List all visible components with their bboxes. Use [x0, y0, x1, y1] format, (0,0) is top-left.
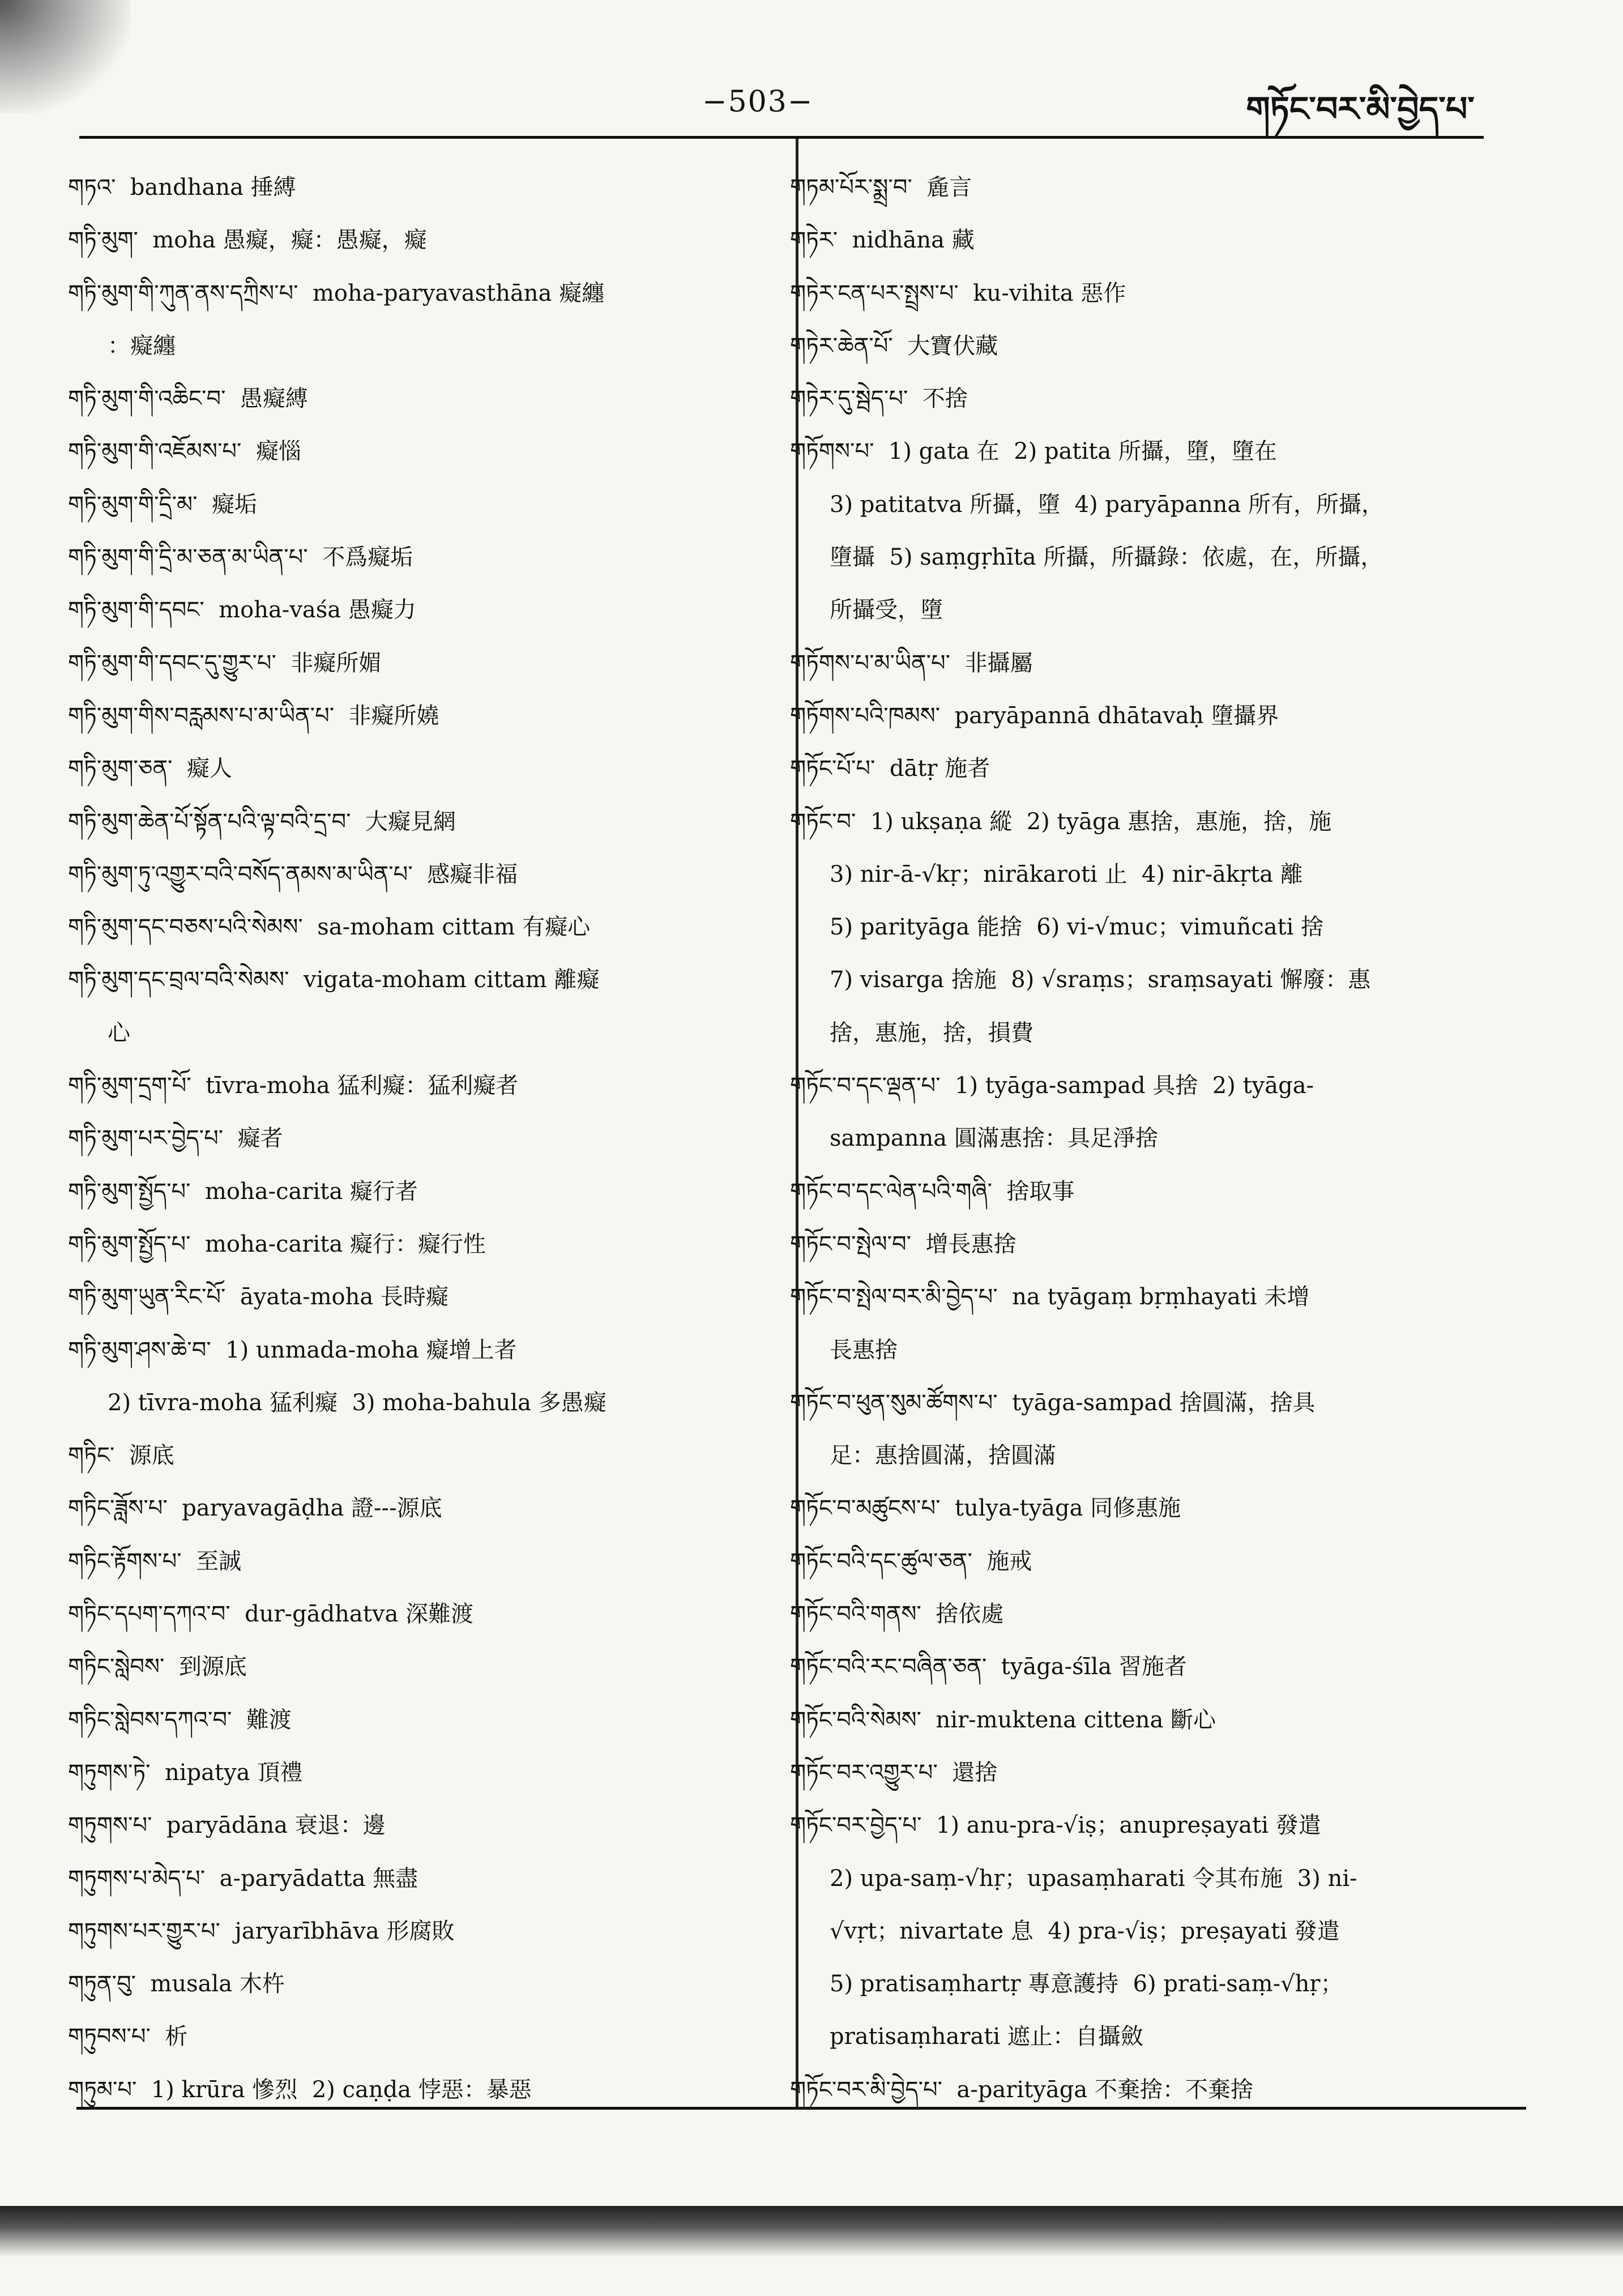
- entry-continuation: 心: [108, 1019, 130, 1046]
- dictionary-entry: གཏིང་སླེབས་དཀའ་བ་ 難渡: [68, 1706, 292, 1733]
- right-column: [790, 161, 1543, 2116]
- dictionary-entry: གཏི་མུག་ཆེན་པོ་སྟོན་པའི་ལྟ་བའི་དྲ་བ་ 大癡見網: [68, 808, 456, 835]
- entry-continuation: 捨，惠施，捨，損費: [830, 1019, 1033, 1046]
- dictionary-entry: གཏི་མུག་གི་ཀུན་ནས་དཀྲིས་པ་ moha-paryavasthāna 癡纏: [68, 280, 605, 306]
- dictionary-entry: གཏོགས་པ་མ་ཡིན་པ་ 非攝屬: [790, 650, 1033, 676]
- running-head: གཏོང་བར་མི་བྱེད་པ་: [1246, 89, 1475, 129]
- dictionary-entry: གཏོང་བའི་སེམས་ nir-muktena cittena 斷心: [790, 1706, 1216, 1733]
- footer-rule: [76, 2107, 1526, 2110]
- dictionary-entry: གཏུགས་པ་མེད་པ་ a-paryādatta 無盡: [68, 1865, 418, 1892]
- dictionary-entry: གཏུགས་པ་ paryādāna 衰退：邊: [68, 1812, 386, 1839]
- entry-continuation: 3) patitatva 所攝，墮 4) paryāpanna 所有，所攝，: [830, 491, 1385, 518]
- dictionary-entry: གཏེར་དུ་སྦེད་པ་ 不捨: [790, 386, 968, 412]
- dictionary-entry: གཏི་མུག་ཏུ་འགྱུར་བའི་བསོད་ནམས་མ་ཡིན་པ་ 感癡非福: [68, 861, 518, 887]
- dictionary-entry: གཏོང་བ་སྤེལ་བར་མི་བྱེད་པ་ na tyāgaṃ bṛṃhayati 未增: [790, 1284, 1310, 1311]
- dictionary-entry: གཏོང་བའི་གནས་ 捨依處: [790, 1601, 1004, 1628]
- dictionary-entry: གཏིང་ 源底: [68, 1443, 174, 1469]
- scan-bottom-shadow: [0, 2206, 1623, 2257]
- dictionary-entry: གཏི་མུག་གི་དྲི་མ་ 癡垢: [68, 491, 257, 518]
- dictionary-entry: གཏིང་རྟོགས་པ་ 至誠: [68, 1548, 242, 1574]
- dictionary-entry: གཏི་མུག་དྲག་པོ་ tīvra-moha 猛利癡：猛利癡者: [68, 1073, 519, 1099]
- dictionary-entry: གཏོང་བ་ 1) ukṣaṇa 縱 2) tyāga 惠捨，惠施，捨，施: [790, 808, 1332, 835]
- entry-continuation: sampanna 圓滿惠捨：具足淨捨: [830, 1125, 1158, 1152]
- scan-corner-shadow: [0, 0, 130, 113]
- dictionary-entry: གཏོང་བར་མི་བྱེད་པ་ a-parityāga 不棄捨：不棄捨: [790, 2076, 1253, 2103]
- entry-continuation: 5) parityāga 能捨 6) vi-√muc；vimuñcati 捨: [830, 914, 1324, 941]
- dictionary-entry: གཏི་མུག་ཡུན་རིང་པོ་ āyata-moha 長時癡: [68, 1284, 449, 1311]
- left-column: [68, 161, 787, 2116]
- dictionary-entry: གཏི་མུག་དང་བྲལ་བའི་སེམས་ vigata-moham cittam 離癡: [68, 967, 600, 993]
- dictionary-entry: གཏི་མུག་གི་འཆིང་བ་ 愚癡縛: [68, 386, 308, 412]
- entry-continuation: 2) tīvra-moha 猛利癡 3) moha-bahula 多愚癡: [108, 1389, 607, 1416]
- dictionary-entry: གཏི་མུག་ moha 愚癡，癡：愚癡，癡: [68, 227, 427, 254]
- dictionary-entry: གཏེར་ nidhāna 藏: [790, 227, 975, 254]
- dictionary-entry: གཏེར་ཆེན་པོ་ 大寶伏藏: [790, 332, 998, 359]
- entry-continuation: 長惠捨: [830, 1337, 898, 1363]
- dictionary-entry: གཏམ་པོར་སྨྲ་བ་ 麁言: [790, 174, 972, 200]
- dictionary-entry: གཏོང་བ་ཕུན་སུམ་ཚོགས་པ་ tyāga-sampad 捨圓滿，捨具: [790, 1389, 1316, 1416]
- entry-continuation: 墮攝 5) saṃgṛhīta 所攝，所攝錄：依處，在，所攝，: [830, 544, 1383, 571]
- dictionary-entry: གཏུན་བུ་ musala 木杵: [68, 1971, 285, 1998]
- dictionary-entry: གཏོང་བར་བྱེད་པ་ 1) anu-pra-√iṣ；anupreṣayati 發遣: [790, 1812, 1321, 1839]
- dictionary-entry: གཏི་མུག་སྤྱོད་པ་ moha-carita 癡行：癡行性: [68, 1231, 486, 1257]
- dictionary-entry: གཏུམ་པ་ 1) krūra 慘烈 2) caṇḍa 悖惡：暴惡: [68, 2076, 532, 2103]
- dictionary-entry: གཏོང་བ་མཚུངས་པ་ tulya-tyāga 同修惠施: [790, 1495, 1181, 1522]
- dictionary-entry: གཏི་མུག་གི་དྲི་མ་ཅན་མ་ཡིན་པ་ 不爲癡垢: [68, 544, 413, 571]
- dictionary-entry: གཏའ་ bandhana 捶縛: [68, 174, 296, 200]
- dictionary-entry: གཏོང་བའི་རང་བཞིན་ཅན་ tyāga-śīla 習施者: [790, 1654, 1187, 1680]
- dictionary-entry: གཏི་མུག་དང་བཅས་པའི་སེམས་ sa-moham cittam 有癡心: [68, 914, 591, 941]
- entry-continuation: 足：惠捨圓滿，捨圓滿: [830, 1443, 1056, 1469]
- dictionary-entry: གཏི་མུག་གིས་བརླམས་པ་མ་ཡིན་པ་ 非癡所嬈: [68, 702, 439, 729]
- page-number: −503−: [702, 85, 814, 119]
- dictionary-entry: གཏོང་བ་སྤེལ་བ་ 增長惠捨: [790, 1231, 1016, 1257]
- entry-continuation: √vṛt；nivartate 息 4) pra-√iṣ；preṣayati 發遣: [830, 1918, 1340, 1944]
- entry-continuation: 3) nir-ā-√kṛ；nirākaroti 止 4) nir-ākṛta 離: [830, 861, 1303, 887]
- dictionary-entry: གཏོགས་པ་ 1) gata 在 2) patita 所攝，墮，墮在: [790, 438, 1277, 465]
- dictionary-entry: གཏི་མུག་ཅན་ 癡人: [68, 756, 232, 782]
- dictionary-entry: གཏོང་པོ་པ་ dātṛ 施者: [790, 756, 990, 782]
- entry-continuation: 所攝受，墮: [830, 597, 943, 624]
- dictionary-entry: གཏོང་བ་དང་ལེན་པའི་གཞི་ 捨取事: [790, 1178, 1075, 1205]
- entry-continuation: 5) pratisaṃhartṛ 專意護持 6) prati-saṃ-√hṛ；: [830, 1971, 1343, 1998]
- dictionary-entry: གཏི་མུག་གི་འཇོམས་པ་ 癡惱: [68, 438, 301, 465]
- dictionary-entry: གཏོང་བ་དང་ལྡན་པ་ 1) tyāga-sampad 具捨 2) tyāga-: [790, 1073, 1314, 1099]
- dictionary-entry: གཏི་མུག་གི་དབང་དུ་གྱུར་པ་ 非癡所媚: [68, 650, 382, 676]
- dictionary-entry: གཏི་མུག་གི་དབང་ moha-vaśa 愚癡力: [68, 597, 416, 624]
- dictionary-entry: གཏུབས་པ་ 析: [68, 2024, 188, 2050]
- entry-continuation: ：癡纏: [108, 332, 176, 359]
- dictionary-entry: གཏུགས་པར་གྱུར་པ་ jaryarībhāva 形腐敗: [68, 1918, 455, 1944]
- dictionary-entry: གཏོགས་པའི་ཁམས་ paryāpannā dhātavaḥ 墮攝界: [790, 702, 1279, 729]
- dictionary-entry: གཏིང་དཔག་དཀའ་བ་ dur-gādhatva 深難渡: [68, 1601, 474, 1628]
- dictionary-entry: གཏི་མུག་སྤྱོད་པ་ moha-carita 癡行者: [68, 1178, 418, 1205]
- dictionary-entry: གཏོང་བར་འགྱུར་པ་ 還捨: [790, 1759, 998, 1786]
- dictionary-entry: གཏིང་ཟློས་པ་ paryavagāḍha 證---源底: [68, 1495, 442, 1522]
- header-rule: [79, 136, 1484, 139]
- dictionary-entry: གཏེར་ངན་པར་སྤྲས་པ་ ku-vihita 惡作: [790, 280, 1126, 306]
- entry-continuation: 7) visarga 捨施 8) √sraṃs；sraṃsayati 懈廢：惠: [830, 967, 1371, 993]
- dictionary-entry: གཏི་མུག་ཤས་ཆེ་བ་ 1) unmada-moha 癡增上者: [68, 1337, 517, 1363]
- dictionary-entry: གཏི་མུག་པར་བྱེད་པ་ 癡者: [68, 1125, 283, 1152]
- entry-continuation: 2) upa-saṃ-√hṛ；upasaṃharati 令其布施 3) ni-: [830, 1865, 1357, 1892]
- dictionary-entry: གཏུགས་ཏེ་ nipatya 頂禮: [68, 1759, 303, 1786]
- entry-continuation: pratisaṃharati 遮止：自攝斂: [830, 2024, 1143, 2050]
- dictionary-entry: གཏིང་སླེབས་ 到源底: [68, 1654, 247, 1680]
- dictionary-entry: གཏོང་བའི་དང་ཚུལ་ཅན་ 施戒: [790, 1548, 1032, 1574]
